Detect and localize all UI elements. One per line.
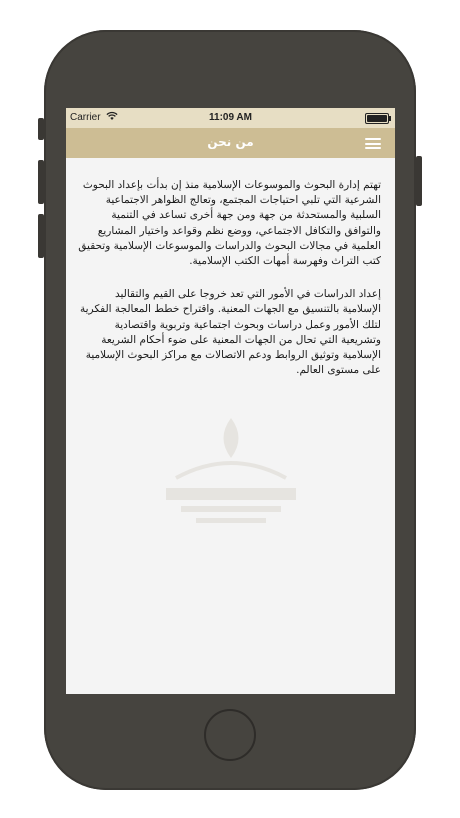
battery-icon	[365, 113, 389, 124]
clock-time: 11:09 AM	[209, 112, 252, 123]
about-content	[78, 178, 381, 396]
about-paragraph-2: إعداد الدراسات في الأمور التي تعد خروجا على القيم والتقاليد الإسلامية بالتنسيق مع الجهات المعنية. واقتراح خطط المعالجة الفكرية لتلك الأمور وعمل دراسات وبحوث اجتماعية وتربوية واقتصادية وتشريعية التي تحال من الجهات المعنية على ضوء أحكام الشريعة الإسلامية وتوثيق الروابط ودعم الاتصالات مع مراكز البحوث الإسلامية على مستوى العالم.	[80, 288, 381, 377]
home-button[interactable]	[204, 709, 256, 761]
about-paragraph-1: تهتم إدارة البحوث والموسوعات الإسلامية منذ إن بدأت بإعداد البحوث الشرعية التي تلبي احتياجات المجتمع، وتعالج الظواهر الاجتماعية السلبية والمستحدثة من جهة ومن جهة أخرى تساعد في التنمية والتوافق والتكافل الاجتماعي، ووضع نظم وقواعد واختيار المشاريع العلمية في مجالات البحوث والدراسات والموسوعات الإسلامية وتحقيق كتب التراث وفهرسة أمهات الكتب الإسلامية.	[78, 179, 381, 268]
power-button	[416, 156, 422, 206]
hamburger-menu-icon[interactable]	[365, 138, 381, 149]
status-bar	[66, 108, 395, 128]
screen	[66, 108, 395, 694]
volume-up-button	[38, 160, 44, 204]
nav-bar	[66, 128, 395, 158]
volume-down-button	[38, 214, 44, 258]
carrier-label: Carrier	[70, 112, 101, 123]
page-title: من نحن	[207, 135, 254, 149]
mute-switch	[38, 118, 44, 140]
logo-watermark	[136, 408, 326, 538]
